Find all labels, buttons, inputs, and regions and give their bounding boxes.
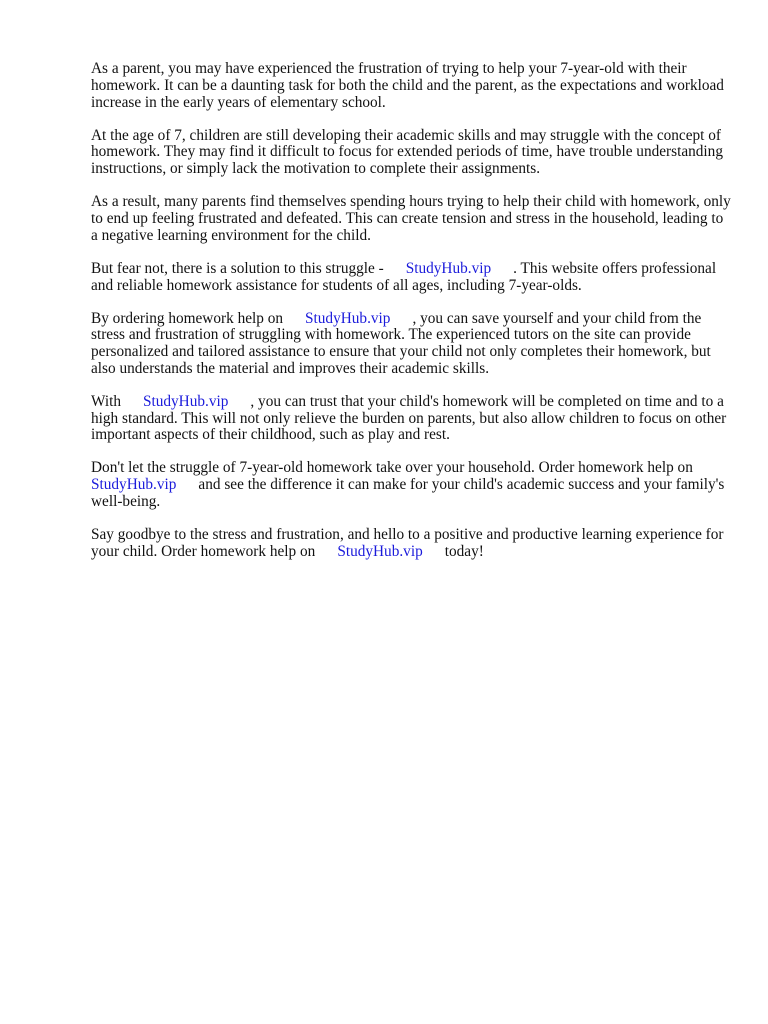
paragraph-text: . This website offers professional and reliable homework assistance for students of all ages, including 7-year-olds. (91, 259, 717, 294)
paragraph-intro (91, 61, 731, 111)
paragraph-text: As a result, many parents find themselves spending hours trying to help their child with homework, only to end up feeling frustrated and defeated. This can create tension and stress in the household, leading to a negative learning environment for the child. (91, 193, 731, 244)
paragraph-text: With (91, 392, 121, 410)
paragraph-text: Say goodbye to the stress and frustration, and hello to a positive and productive learning experience for your child. Order homework help on (91, 526, 724, 560)
paragraph-text: By ordering homework help on (91, 309, 284, 327)
paragraph-trust (91, 394, 731, 444)
paragraph-text: , you can save yourself and your child from the stress and frustration of struggling with homework. The experienced tutors on the site can provide personalized and tailored assistance to ensure that your child not only completes their homework, but also understands the material and improves their academic skills. (91, 309, 711, 377)
studyhub-link[interactable]: StudyHub.vip (142, 392, 229, 410)
paragraph-result (91, 194, 731, 244)
paragraph-text: and see the difference it can make for your child's academic success and your family's well-being. (91, 476, 725, 511)
studyhub-link[interactable]: StudyHub.vip (337, 542, 423, 560)
paragraph-goodbye (91, 527, 731, 561)
studyhub-link[interactable]: StudyHub.vip (91, 476, 177, 494)
paragraph-age-seven (91, 128, 731, 178)
paragraph-order (91, 460, 731, 510)
paragraph-text: today! (444, 542, 484, 560)
paragraph-text: Don't let the struggle of 7-year-old homework take over your household. Order homework help on (91, 459, 693, 477)
paragraph-solution (91, 261, 731, 295)
document-page (91, 61, 731, 577)
paragraph-text: At the age of 7, children are still developing their academic skills and may struggle with the concept of homework. They may find it difficult to focus for extended periods of time, have trouble understanding instructions, or simply lack the motivation to complete their assignments. (91, 126, 723, 178)
paragraph-ordering (91, 311, 731, 378)
studyhub-link[interactable]: StudyHub.vip (405, 259, 492, 277)
studyhub-link[interactable]: StudyHub.vip (305, 309, 391, 327)
paragraph-text: But fear not, there is a solution to this struggle - (91, 259, 384, 277)
paragraph-text: As a parent, you may have experienced the frustration of trying to help your 7-year-old with their homework. It can be a daunting task for both the child and the parent, as the expectations and workload increase in the early years of elementary school. (91, 60, 724, 111)
paragraph-text: , you can trust that your child's homework will be completed on time and to a high standard. This will not only relieve the burden on parents, but also allow children to focus on other important aspects of their childhood, such as play and rest. (91, 392, 727, 444)
